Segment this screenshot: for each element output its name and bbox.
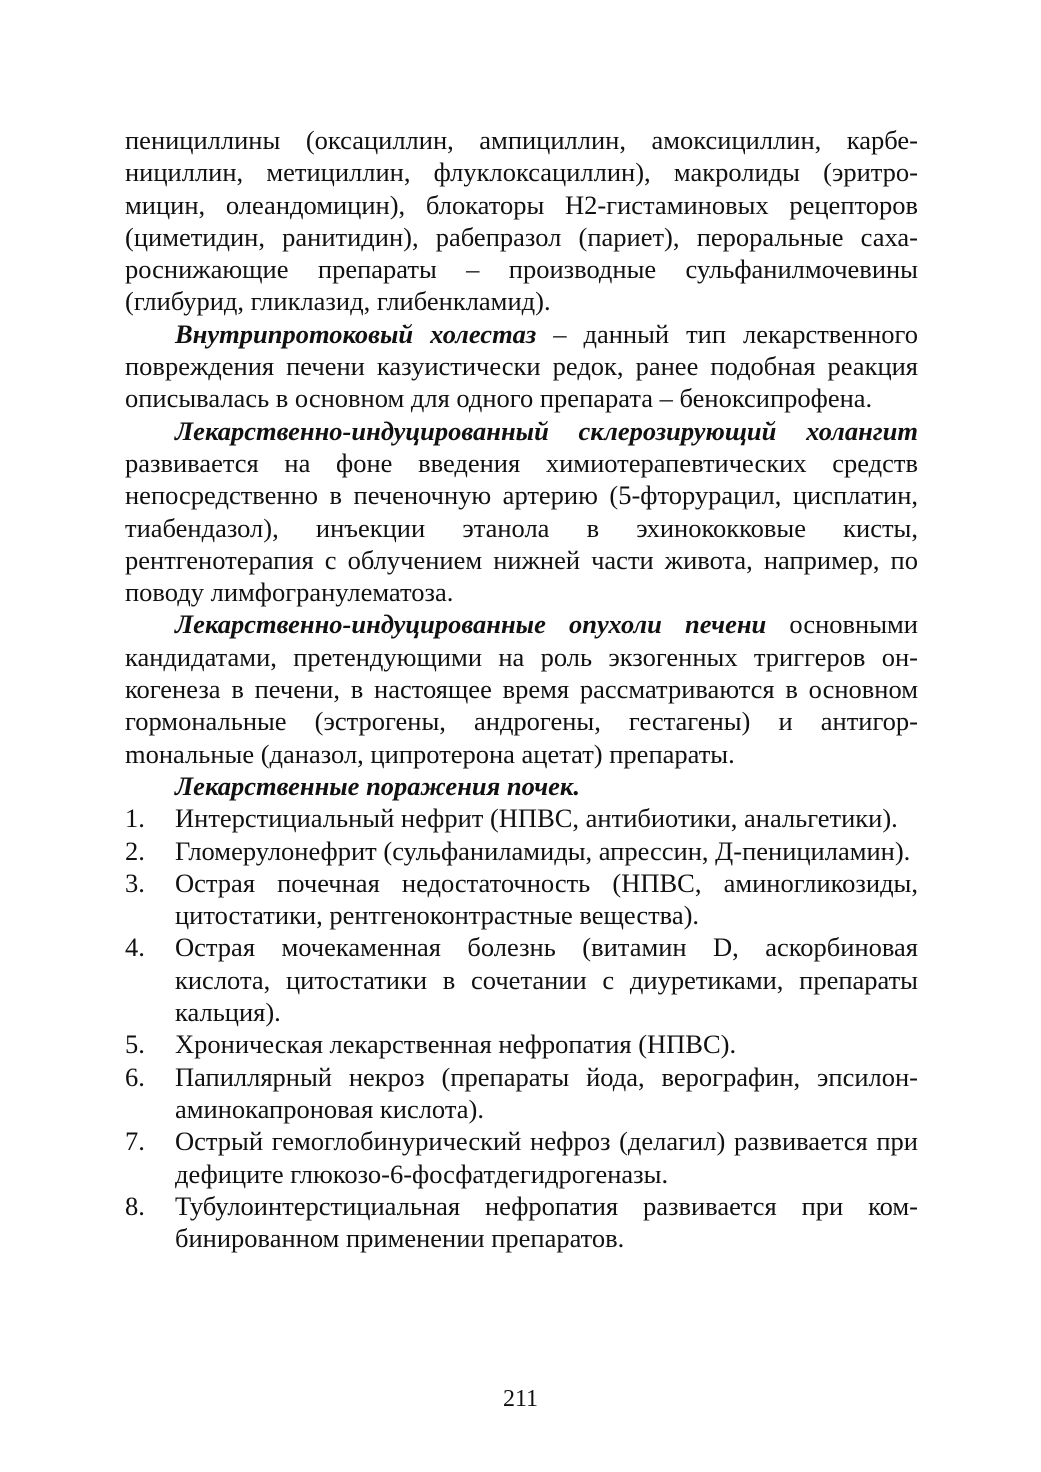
list-item-text: Гломерулонефрит (сульфаниламиды, апрессин, Д-пенициламин). bbox=[175, 835, 911, 866]
list-item bbox=[125, 1125, 918, 1190]
list-item-text: Интерстициальный нефрит (НПВС, антибиотики, анальгетики). bbox=[175, 803, 898, 834]
list-item bbox=[125, 1061, 918, 1126]
list-item-number: 2. bbox=[125, 835, 145, 866]
page-number: 211 bbox=[502, 1386, 539, 1412]
list-item-text: Тубулоинтерстициальная нефропатия развивается при комбинированном применении препаратов. bbox=[175, 1190, 918, 1254]
list-item-text: Острая почечная недостаточность (НПВС, аминогликозиды, цитостатики, рентгеноконтрастные вещества). bbox=[175, 867, 918, 931]
paragraph-text: основными кандидатами, претендующими на роль экзогенных триггеров онкогенеза в печени, в настоящее время рассматриваются в основном гормональные (эстрогены, андрогены, гестагены) и антигорmональные (даназол, ципротерона ацетат) препараты. bbox=[125, 609, 918, 769]
list-item bbox=[125, 802, 918, 834]
list-item-number: 8. bbox=[125, 1190, 145, 1221]
term-intraductal-cholestasis: Внутрипротоковый холестаз bbox=[175, 318, 537, 349]
kidney-lesions-list bbox=[125, 802, 918, 1254]
list-item-number: 7. bbox=[125, 1126, 145, 1157]
list-item-number: 6. bbox=[125, 1061, 145, 1092]
paragraph-text: пенициллины (оксациллин, ампициллин, амоксициллин, карбенициллин, метициллин, флуклоксациллин), макролиды (эритромицин, олеандомицин), блокаторы Н2-гистаминовых рецепторов (циметидин, ранитидин), рабепразол (париет), пероральные сахароснижающие препараты – производные сульфанилмочевины (глибурид, гликлазид, глибенкламид). bbox=[125, 125, 918, 317]
list-item-text: Папиллярный некроз (препараты йода, верографин, эпсилон-аминокапроновая кислота). bbox=[175, 1061, 918, 1124]
list-item-text: Хроническая лекарственная нефропатия (НПВС). bbox=[175, 1029, 737, 1060]
list-item-text: Острый гемоглобинурический нефроз (делагил) развивается при дефиците глюкозо-6-фосфатдегидрогеназы. bbox=[175, 1126, 918, 1189]
list-item-number: 1. bbox=[125, 803, 145, 834]
list-item-text: Острая мочекаменная болезнь (витамин D, аскорбиновая кислота, цитостатики в сочетании с диуретиками, препараты кальция). bbox=[175, 932, 918, 1028]
list-item bbox=[125, 1190, 918, 1255]
list-item bbox=[125, 867, 918, 932]
list-item bbox=[125, 931, 918, 1028]
section-heading-kidney-lesions: Лекарственные поражения почек. bbox=[175, 770, 580, 801]
document-page bbox=[125, 124, 918, 1254]
list-item bbox=[125, 835, 918, 867]
term-liver-tumors: Лекарственно-индуцированные опухоли печени bbox=[175, 609, 767, 640]
term-sclerosing-cholangitis: Лекарственно-индуцированный склерозирующий холангит bbox=[175, 415, 918, 446]
paragraph-sclerosing-cholangitis bbox=[125, 415, 918, 609]
paragraph-text: – данный тип лекарственного повреждения печени казуистически редок, ранее подобная реакция описывалась в основном для одного препарата – беноксипрофена. bbox=[125, 318, 919, 414]
list-item-number: 3. bbox=[125, 867, 145, 898]
list-item bbox=[125, 1028, 918, 1060]
list-item-number: 5. bbox=[125, 1029, 145, 1060]
list-item-number: 4. bbox=[125, 932, 145, 963]
paragraph-liver-tumors bbox=[125, 608, 918, 769]
paragraph-text: развивается на фоне введения химиотерапевтических средств непосредственно в печеночную артерию (5-фторурацил, цисплатин, тиабендазол), инъекции этанола в эхинококковые кисты, рентгенотерапия с облучением нижней части живота, например, по поводу лимфогранулематоза. bbox=[125, 447, 918, 608]
paragraph-intraductal-cholestasis bbox=[125, 318, 918, 415]
paragraph-drug-list-continuation bbox=[125, 124, 918, 318]
